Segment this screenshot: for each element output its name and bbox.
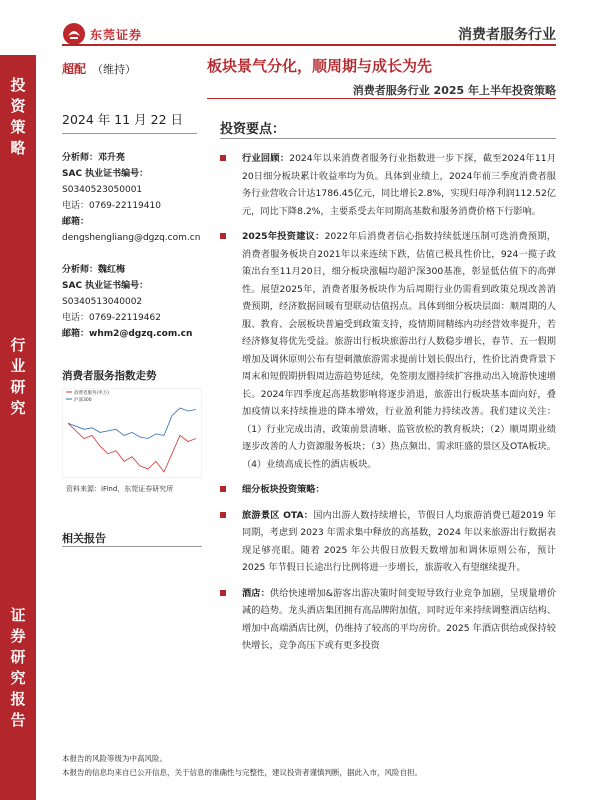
side-char: 业 [10,357,26,375]
legend-label-b: 沪深300 [74,398,92,403]
bullet-text: 2024年以来消费者服务行业指数进一步下探，截至2024年11月20日细分板块累计收益率均为负。具体到业绩上，2024年前三季度消费者服务行业营收合计达1786.45亿元，同比增长2.8%，实现归母净利润112.52亿元，同比下降8.2%，主要系受去年同期高基数和服务消费价格下行影响。 [242,153,557,217]
analyst-name: 分析师：魏红梅 [62,265,126,275]
bullet-item [220,228,556,473]
bullet-marker-icon [220,486,226,492]
disclaimer-line: 本报告的信息均来自已公开信息，关于信息的准确性与完整性，建议投资者谨慎判断，据此入市，风险自担。 [62,768,422,777]
rating-value: 超配 [62,62,87,76]
side-char: 究 [10,399,26,417]
bullet-item [220,481,556,499]
disclaimer-line: 本报告的风险等级为中高风险。 [62,754,167,763]
analyst-email[interactable]: 邮箱：whm2@dgzq.com.cn [62,329,193,339]
bullet-marker-icon [220,590,226,596]
logo-mark-icon [62,22,86,46]
report-date: 2024 年 11 月 22 日 [62,112,183,127]
side-char: 告 [10,711,26,729]
analyst-email[interactable]: dengshengliang@dgzq.com.cn [62,233,201,243]
bullet-lead: 细分板块投资策略： [242,484,325,495]
analyst-card [62,262,202,342]
industry-header: 消费者服务行业 [458,27,556,43]
side-char: 研 [10,378,26,396]
bullet-item [220,507,556,577]
analyst-phone: 电话：0769-22119462 [62,313,161,323]
index-trend-chart [62,388,202,478]
analyst-name: 分析师：邓升亮 [62,153,126,163]
side-char: 券 [10,627,26,645]
side-label-industry-research [0,335,36,419]
analyst-sac-label: SAC 执业证书编号： [62,169,149,179]
bullet-item [220,150,556,220]
key-points-list [220,150,556,663]
legend-label-a: 消费者服务(申万) [74,391,110,396]
chart-source: 资料来源：iFind，东莞证券研究所 [66,485,174,493]
bullet-lead: 2025年投资建议： [242,231,325,242]
rating [62,60,136,77]
title-divider [207,98,556,99]
related-reports-title: 相关报告 [62,532,106,545]
report-title: 板块景气分化，顺周期与成长为先 [207,57,433,75]
related-divider [62,546,202,547]
bullet-lead: 行业回顾： [242,153,290,164]
side-char: 略 [10,139,26,157]
side-char: 研 [10,648,26,666]
header-divider [62,44,556,46]
company-logo [62,22,142,46]
analyst-email-label: 邮箱： [62,217,90,227]
bullet-lead: 酒店： [242,587,270,599]
report-subtitle: 消费者服务行业 2025 年上半年投资策略 [352,84,556,97]
bullet-marker-icon [220,233,226,239]
analyst-phone: 电话：0769-22119410 [62,201,161,211]
bullet-marker-icon [220,512,226,518]
bullet-text: 国内出游人数持续增长，节假日人均旅游消费已超2019 年同期，考虑到 2023 年需求集中释放的高基数，2024 年以来旅游出行数据表现足够亮眼。随着 2025 年公共假日放假天数增加和调休原则公布，预计 2025 年节假日长途出行比例将进一步增长，旅游收入有望继续提升。 [242,509,557,573]
chart-title: 消费者服务指数走势 [62,370,157,382]
side-label-investment-strategy [0,75,36,159]
bullet-item [220,585,556,655]
side-char: 策 [10,118,26,136]
analyst-sac-no: S0340513040002 [62,297,143,307]
disclaimer [62,752,422,780]
side-char: 证 [10,606,26,624]
side-char: 行 [10,336,26,354]
bullet-marker-icon [220,155,226,161]
side-char: 投 [10,76,26,94]
key-points-title: 投资要点： [220,122,286,137]
logo-text: 东莞证券 [90,27,143,42]
analyst-sac-label: SAC 执业证书编号： [62,281,149,291]
bullet-text: 2022年后消费者信心指数持续低迷压制可选消费预期，消费者服务板块自2021年以来连续下跌，估值已极具性价比，924一揽子政策出台至11月20日，细分板块涨幅均超沪深300基准，彰显低估值下的高弹性。展望2025年，消费者服务板块作为后周期行业仍需看到政策兑现改善消费预期，经济数据回暖有望联动估值拐点。具体到细分板块层面：顺周期的人服、教育、会展板块普遍受到政策支持，疫情期间精练内功经营效率提升，若经济修复将优先受益。旅游出行板块旅游出行人数稳步增长，春节、五一假期增加及调休原则公布有望刺激旅游需求提前计划长假出行，性价比消费背景下周末和短假期拼假周边游趋势延续，免签朋友圈持续扩容推动出入境游快速增长。2024年四季度起高基数影响将逐步消退，旅游出行板块基本面向好，叠加疫情以来持续推进的降本增效，行业盈利能力持续改善。我们建议关注：（1）行业完成出清，政策前景清晰、监管放松的教育板块；（2）顺周期业绩逐步改善的人力资源服务板块；（3）热点频出、需求旺盛的景区及OTA板块。（4）业绩高成长性的酒店板块。 [242,231,556,470]
analyst-card [62,150,202,246]
side-char: 资 [10,97,26,115]
date-divider [62,133,197,134]
key-points-divider [220,138,556,139]
rating-sub: （维持） [92,63,137,76]
analyst-sac-no: S0340523050001 [62,185,143,195]
side-label-securities-report [0,605,36,731]
bullet-text: 供给快速增加&游客出游决策时间变短导致行业竞争加剧，呈现量增价减的趋势。龙头酒店集团拥有高品牌附加值，同时近年来持续调整酒店结构、增加中高端酒店比例，仍维持了较高的平均房价。2025 年酒店供给或保持较快增长，竞争高压下或有更多投资 [242,587,557,651]
side-char: 报 [10,690,26,708]
side-char: 究 [10,669,26,687]
bullet-lead: 旅游景区 OTA： [242,509,314,521]
